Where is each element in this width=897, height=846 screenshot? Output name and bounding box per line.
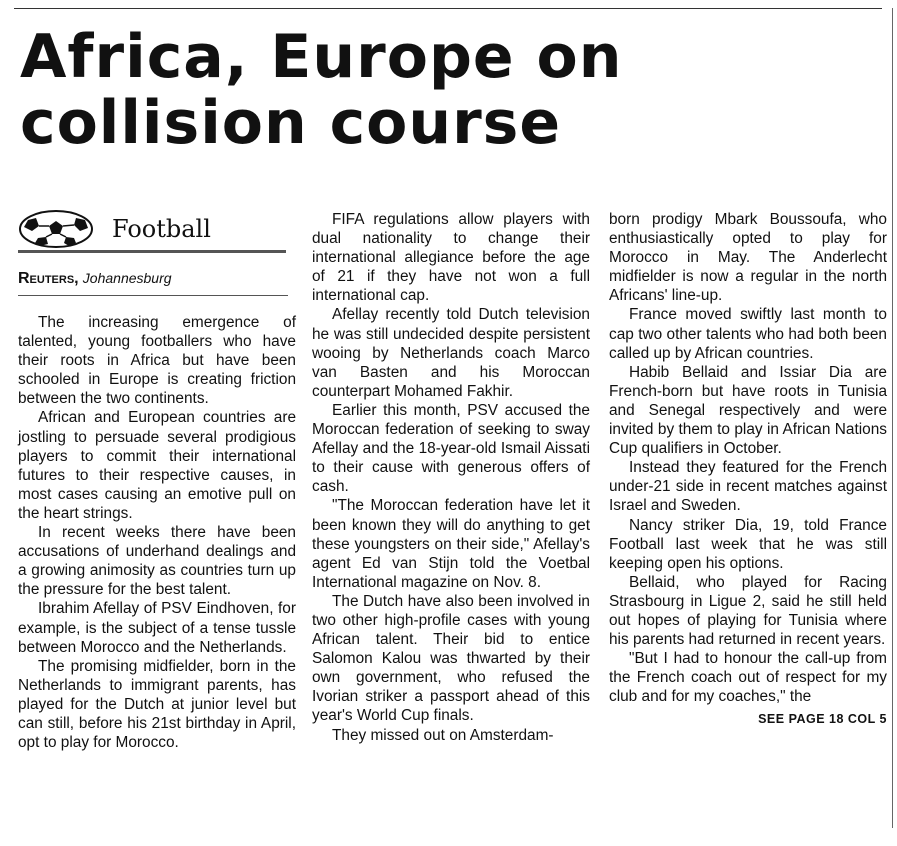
football-icon xyxy=(18,210,93,248)
paragraph: The increasing emergence of talented, young footballers who have their roots in Africa but have been schooled in Europe is creating friction between the two continents. xyxy=(18,314,296,408)
kicker-rule xyxy=(18,250,286,253)
paragraph: Nancy striker Dia, 19, told France Football last week that he was still keeping open his options. xyxy=(609,516,887,572)
article-column-1 xyxy=(18,313,296,752)
paragraph: The promising midfielder, born in the Netherlands to immigrant parents, has played for the Dutch at junior level but can still, before his 21st birthday in April, opt to play for Morocco. xyxy=(18,657,296,752)
byline-rule xyxy=(18,295,288,296)
paragraph: Ibrahim Afellay of PSV Eindhoven, for example, is the subject of a tense tussle between Morocco and the Netherlands. xyxy=(18,600,296,656)
top-rule xyxy=(14,8,882,9)
right-column-rule xyxy=(892,8,893,828)
paragraph: African and European countries are jostling to persuade several prodigious players to commit their international futures to their respective causes, in most cases causing an emotive pull on the heart strings. xyxy=(18,409,296,522)
jump-line[interactable]: SEE PAGE 18 COL 5 xyxy=(758,712,887,727)
paragraph: The Dutch have also been involved in two other high-profile cases with young African talent. Their bid to entice Salomon Kalou was thwarted by their own government, who refused the Ivorian striker a passport ahead of this year's World Cup finals. xyxy=(312,592,590,725)
paragraph: Habib Bellaid and Issiar Dia are French-born but have roots in Tunisia and Senegal respectively and were invited by them to play in African Nations Cup qualifiers in October. xyxy=(609,363,887,458)
section-kicker xyxy=(18,210,288,254)
byline-agency: Reuters, xyxy=(18,270,79,287)
paragraph: They missed out on Amsterdam- xyxy=(332,726,554,744)
paragraph: In recent weeks there have been accusations of underhand dealings and a growing animosity as countries turn up the pressure for the best talent. xyxy=(18,524,296,599)
section-label: Football xyxy=(112,215,211,243)
paragraph: FIFA regulations allow players with dual nationality to change their international allegiance before the age of 21 if they have not won a full international cap. xyxy=(312,211,590,305)
paragraph: born prodigy Mbark Boussoufa, who enthusiastically opted to play for Morocco in May. The Anderlecht midfielder is now a regular in the north Africans' line-up. xyxy=(609,211,887,305)
paragraph: Earlier this month, PSV accused the Moroccan federation of seeking to sway Afellay and the 18-year-old Ismail Aissati to their cause with generous offers of cash. xyxy=(312,401,590,496)
paragraph: Afellay recently told Dutch television he was still undecided despite persistent wooing by Netherlands coach Marco van Basten and his Moroccan counterpart Mohamed Fakhir. xyxy=(312,306,590,400)
paragraph: "The Moroccan federation have let it been known they will do anything to get these youngsters on their side," Afellay's agent Ed van Stijn told the Voetbal International magazine on Nov. 8. xyxy=(312,497,590,591)
byline xyxy=(18,270,288,294)
article-column-3 xyxy=(609,210,887,730)
paragraph: Instead they featured for the French under-21 side in recent matches against Israel and Sweden. xyxy=(609,459,887,515)
byline-place: Johannesburg xyxy=(82,270,172,286)
article-column-2 xyxy=(312,210,590,745)
paragraph: "But I had to honour the call-up from the French coach out of respect for my club and for my coaches," the xyxy=(609,650,887,706)
headline: Africa, Europe on collision course xyxy=(20,22,623,158)
paragraph: Bellaid, who played for Racing Strasbourg in Ligue 2, said he still held out hopes of playing for Tunisia where his parents had returned in recent years. xyxy=(609,573,887,649)
paragraph: France moved swiftly last month to cap two other talents who had both been called up by African countries. xyxy=(609,306,887,362)
